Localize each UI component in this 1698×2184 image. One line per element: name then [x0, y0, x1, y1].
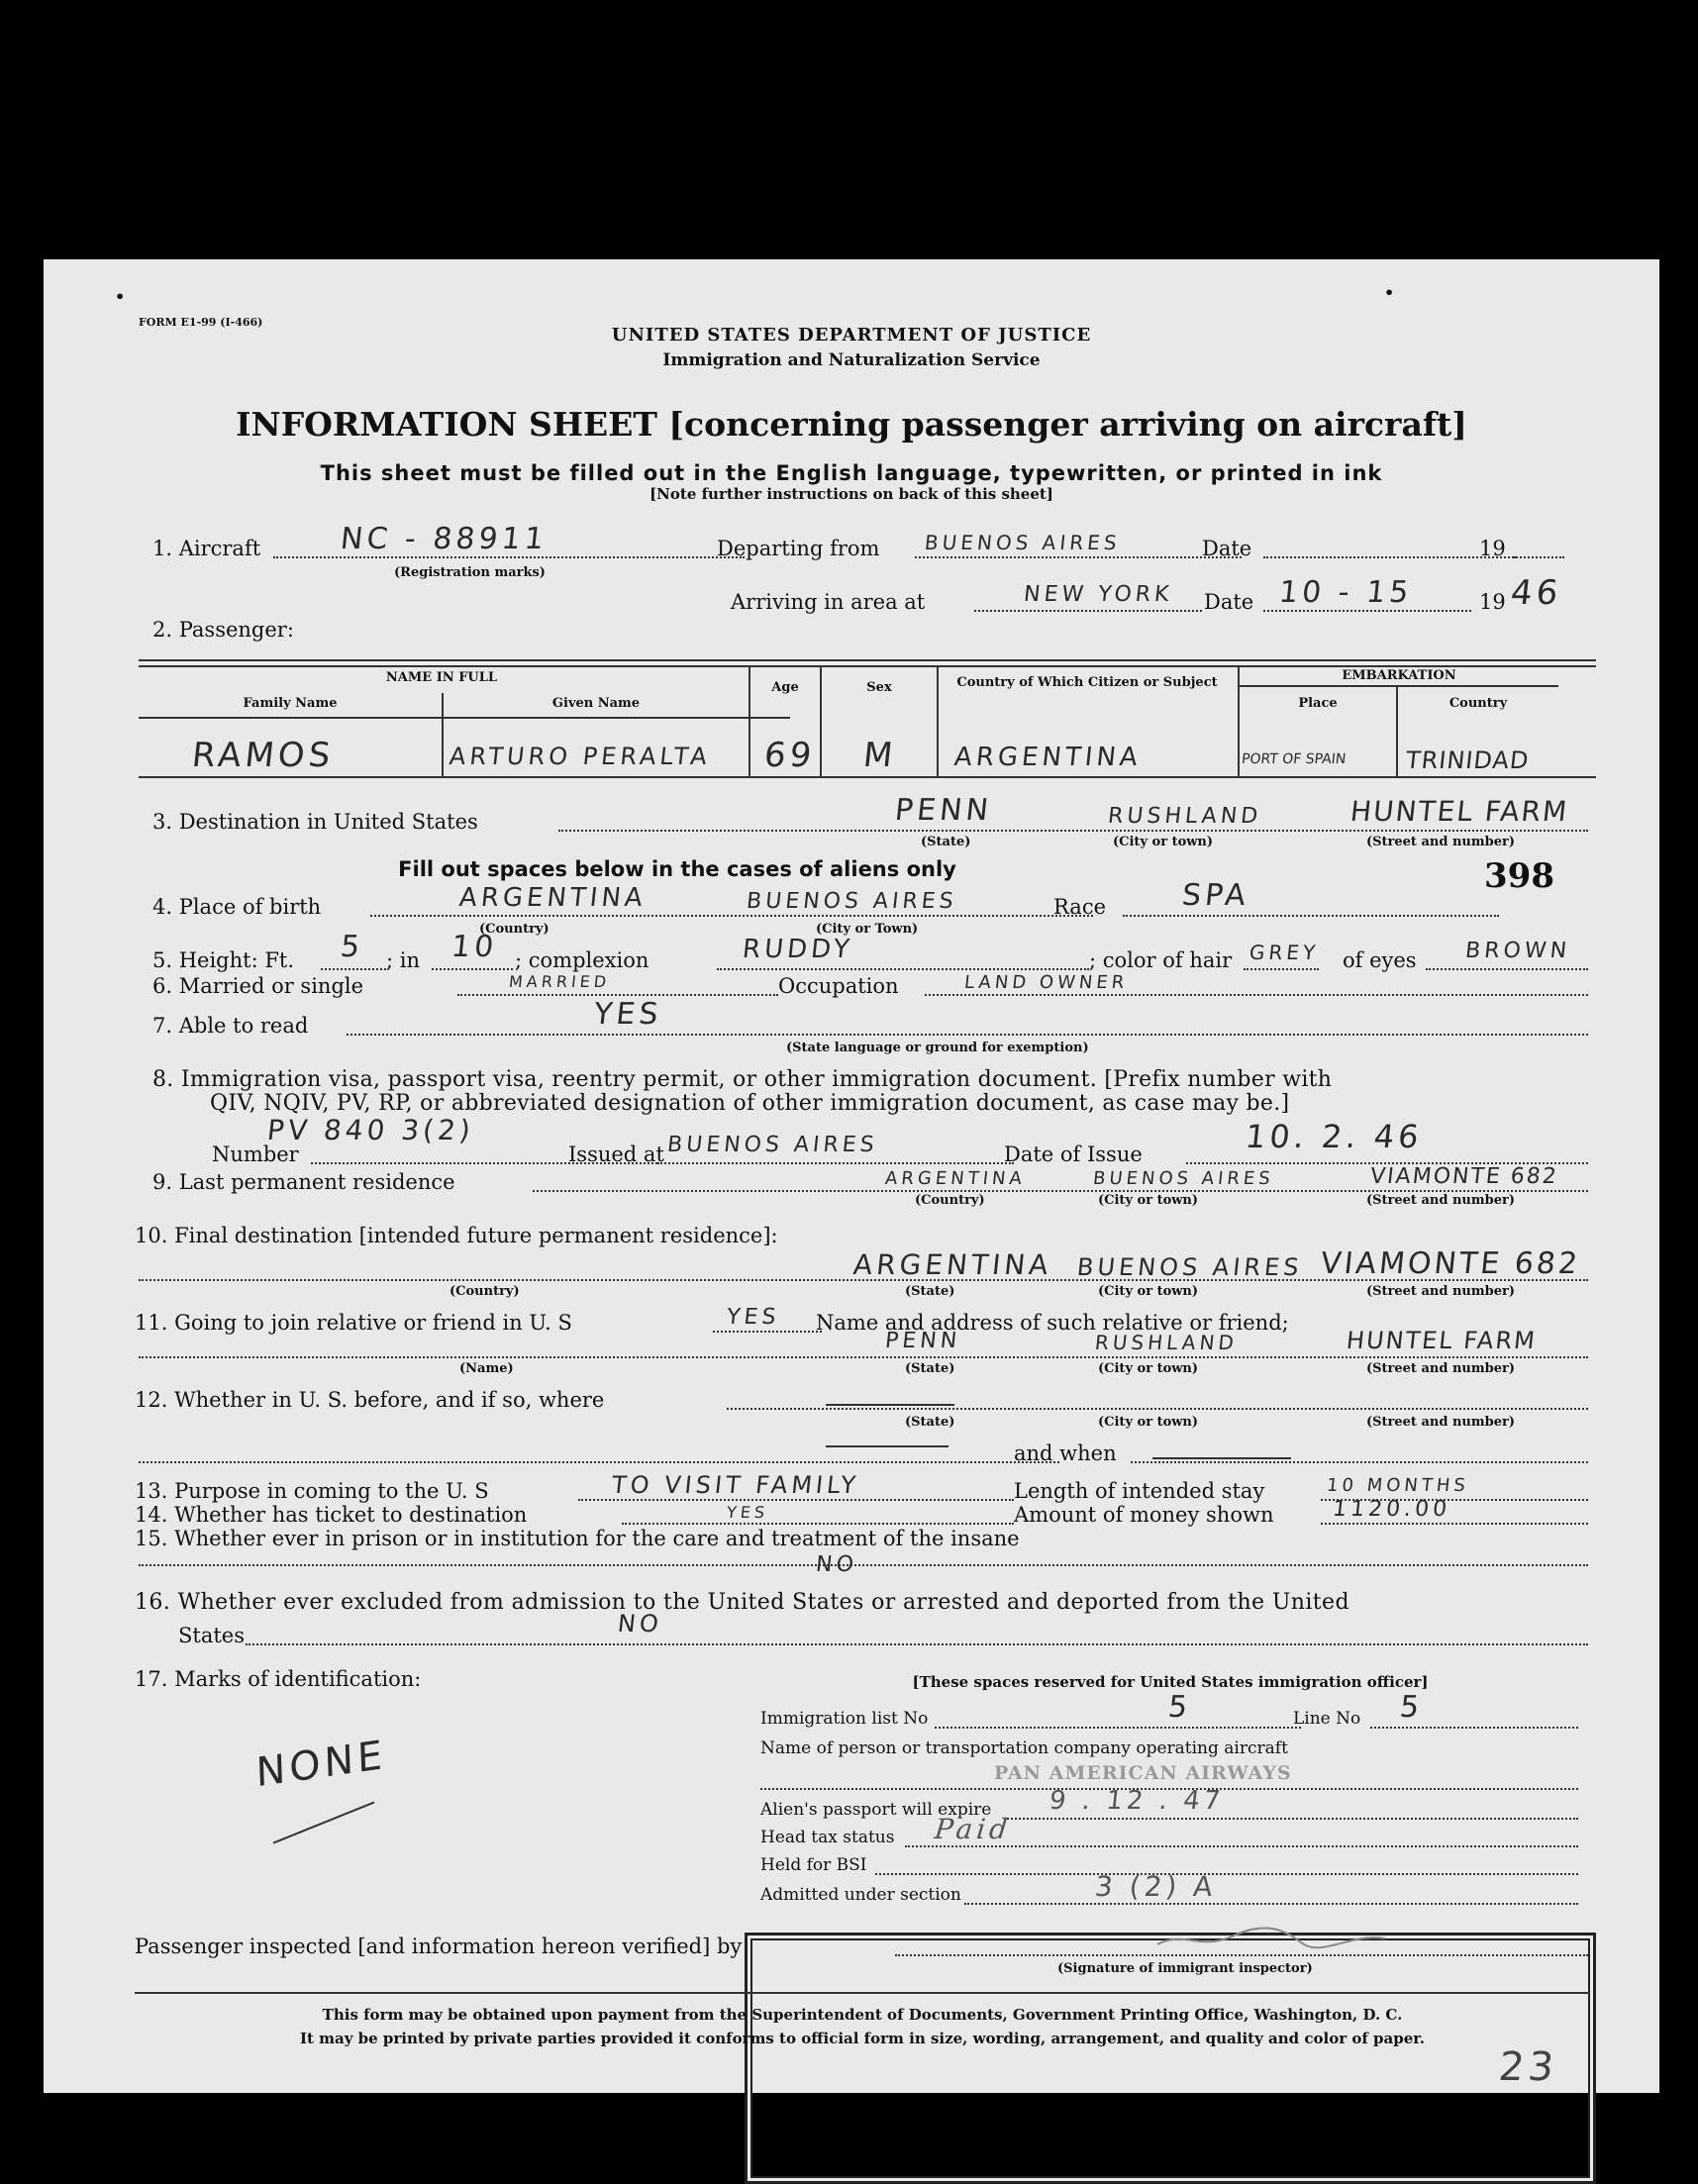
given-name-header: Given Name — [551, 696, 641, 711]
age-value: 69 — [761, 736, 818, 775]
signature-caption: (Signature of immigrant inspector) — [1057, 1961, 1313, 1976]
before-city-caption: (City or town) — [1098, 1415, 1199, 1430]
line-no-line — [1370, 1727, 1578, 1729]
visa-label-2: QIV, NQIV, PV, RP, or abbreviated designation of other immigration document, as case may be.] — [210, 1091, 1290, 1116]
dest-street-value: HUNTEL FARM — [1348, 795, 1570, 828]
instruction: This sheet must be filled out in the English language, typewritten, or printed in ink — [320, 461, 1383, 485]
operator-label: Name of person or transportation company operating aircraft — [760, 1738, 1288, 1758]
res-street-caption: (Street and number) — [1366, 1193, 1515, 1208]
final-street-value: VIAMONTE 682 — [1319, 1246, 1582, 1281]
join-value: YES — [725, 1305, 781, 1330]
list-no-label: Immigration list No — [760, 1709, 929, 1729]
when-line-1 — [139, 1461, 1059, 1463]
inspected-label: Passenger inspected [and information hereon verified] by — [135, 1935, 743, 1958]
when-dash-2 — [1152, 1457, 1291, 1459]
res-country-value: ARGENTINA — [883, 1168, 1027, 1189]
year-label: 19 — [1479, 537, 1506, 560]
join-line — [713, 1331, 822, 1333]
complexion-value: RUDDY — [741, 935, 855, 964]
issued-at-label: Issued at — [568, 1142, 664, 1166]
city-caption: (City or town) — [1113, 835, 1214, 849]
col-divider — [1238, 665, 1240, 778]
friend-name-caption: (Name) — [459, 1361, 514, 1376]
officer-heading: [These spaces reserved for United States immigration officer] — [912, 1673, 1429, 1691]
race-label: Race — [1053, 895, 1107, 919]
name-sub-rule — [139, 717, 790, 719]
page-number: 23 — [1496, 2044, 1560, 2090]
friend-city-caption: (City or town) — [1098, 1361, 1199, 1376]
residence-label: 9. Last permanent residence — [152, 1170, 455, 1194]
friend-street-value: HUNTEL FARM — [1345, 1327, 1539, 1354]
final-dest-label: 10. Final destination [intended future permanent residence]: — [135, 1224, 778, 1247]
friend-label: Name and address of such relative or friend; — [816, 1311, 1289, 1335]
issue-date-value: 10. 2. 46 — [1244, 1118, 1425, 1155]
city-caption-2: (City or Town) — [816, 922, 919, 937]
arr-date-value: 10 - 15 — [1277, 575, 1415, 610]
issued-line — [657, 1162, 1014, 1164]
passport-value: 9 . 12 . 47 — [1048, 1786, 1226, 1816]
line-no-value: 5 — [1398, 1690, 1425, 1725]
issue-date-label: Date of Issue — [1004, 1142, 1143, 1166]
sex-header: Sex — [866, 680, 892, 695]
aircraft-label: 1. Aircraft — [152, 537, 261, 560]
page-title: INFORMATION SHEET [concerning passenger arriving on aircraft] — [236, 405, 1467, 444]
aliens-only-heading: Fill out spaces below in the cases of aliens only — [398, 857, 956, 881]
head-tax-line — [905, 1845, 1578, 1847]
year-line — [1513, 556, 1564, 558]
col-divider — [937, 665, 939, 778]
age-header: Age — [771, 680, 799, 695]
emb-country-value: TRINIDAD — [1404, 746, 1531, 774]
before-state-caption: (State) — [905, 1415, 955, 1430]
number-label: Number — [212, 1142, 299, 1166]
hair-value: GREY — [1248, 941, 1321, 964]
sex-value: M — [860, 736, 899, 775]
state-caption: (State) — [921, 835, 971, 849]
prison-line — [139, 1564, 1588, 1566]
corner-dot: • — [115, 287, 126, 306]
final-street-caption: (Street and number) — [1366, 1284, 1515, 1299]
head-tax-label: Head tax status — [760, 1828, 895, 1847]
height-in-label: ; in — [386, 948, 420, 972]
arriving-line — [974, 610, 1202, 612]
ft-line — [321, 968, 386, 970]
instruction-note: [Note further instructions on back of this sheet] — [649, 485, 1053, 503]
name-in-full-header: NAME IN FULL — [385, 670, 498, 685]
when-line-2 — [1131, 1461, 1588, 1463]
birth-label: 4. Place of birth — [152, 895, 322, 919]
race-line — [1123, 915, 1499, 917]
admitted-value: 3 (2) A — [1093, 1870, 1219, 1903]
excluded-label-2: States — [178, 1624, 245, 1647]
table-top-rule2 — [139, 665, 1596, 667]
footer-line-2: It may be printed by private parties provided it conforms to official form in size, wording, arrangement, and quality and color of paper. — [299, 2030, 1426, 2047]
eyes-value: BROWN — [1463, 939, 1572, 963]
country-header: Country — [1448, 696, 1508, 711]
serial-number: 398 — [1484, 856, 1554, 896]
occupation-label: Occupation — [778, 974, 899, 998]
given-name-value: ARTURO PERALTA — [448, 743, 713, 770]
residence-line — [533, 1190, 1588, 1192]
admitted-line — [964, 1903, 1578, 1905]
money-line — [1321, 1523, 1588, 1525]
destination-label: 3. Destination in United States — [152, 810, 478, 834]
service-heading: Immigration and Naturalization Service — [662, 350, 1041, 370]
arr-date-label: Date — [1204, 590, 1254, 614]
inspector-line — [895, 1954, 1588, 1956]
hair-label: ; color of hair — [1089, 948, 1233, 972]
citizenship-header: Country of Which Citizen or Subject — [956, 675, 1218, 690]
emb-sub-rule — [1240, 685, 1558, 687]
place-header: Place — [1298, 696, 1338, 711]
friend-street-caption: (Street and number) — [1366, 1361, 1515, 1376]
departing-label: Departing from — [717, 537, 880, 560]
language-caption: (State language or ground for exemption) — [786, 1041, 1089, 1055]
res-street-value: VIAMONTE 682 — [1368, 1164, 1560, 1189]
admitted-label: Admitted under section — [760, 1885, 961, 1905]
form-id: FORM E1-99 (I-466) — [139, 316, 263, 329]
head-tax-value: Paid — [933, 1813, 1013, 1845]
friend-state-value: PENN — [883, 1329, 962, 1353]
final-state-caption: (State) — [905, 1284, 955, 1299]
join-label: 11. Going to join relative or friend in U. S — [135, 1311, 572, 1335]
final-country-value: ARGENTINA — [851, 1248, 1054, 1281]
marks-label: 17. Marks of identification: — [135, 1667, 422, 1691]
country-caption: (Country) — [479, 922, 549, 937]
before-label: 12. Whether in U. S. before, and if so, where — [135, 1388, 605, 1412]
married-label: 6. Married or single — [152, 974, 364, 998]
marks-stroke — [273, 1801, 375, 1843]
final-country-caption: (Country) — [449, 1284, 520, 1299]
destination-line — [558, 830, 1588, 832]
arr-date-line — [1263, 610, 1471, 612]
information-sheet — [44, 259, 1659, 2093]
final-city-value: BUENOS AIRES — [1075, 1253, 1304, 1281]
dept-heading: UNITED STATES DEPARTMENT OF JUSTICE — [611, 325, 1092, 346]
aircraft-value: NC - 88911 — [339, 522, 549, 556]
and-when-label: and when — [1014, 1441, 1117, 1465]
signature-scribble-icon — [1152, 1923, 1390, 1952]
embarkation-header: EMBARKATION — [1342, 668, 1456, 683]
arr-year-value: 46 — [1508, 573, 1564, 613]
passport-label: Alien's passport will expire — [760, 1800, 992, 1820]
passport-line — [1004, 1818, 1578, 1820]
before-line — [727, 1408, 1588, 1410]
excluded-line — [246, 1643, 1588, 1645]
table-bottom-rule — [139, 776, 1596, 778]
in-line — [432, 968, 513, 970]
married-value: MARRIED — [508, 972, 612, 991]
company-stamp: PAN AMERICAN AIRWAYS — [994, 1762, 1292, 1784]
ticket-line — [622, 1523, 1014, 1525]
bsi-line — [875, 1873, 1578, 1875]
inspector-signature — [1152, 1923, 1390, 1952]
when-dash — [826, 1445, 949, 1447]
res-city-caption: (City or town) — [1098, 1193, 1199, 1208]
aircraft-line — [273, 556, 745, 558]
complexion-line — [717, 968, 1089, 970]
arriving-value: NEW YORK — [1022, 582, 1174, 607]
marks-value: NONE — [254, 1732, 387, 1797]
arr-year-label: 19 — [1479, 590, 1506, 614]
dest-city-value: RUSHLAND — [1106, 804, 1263, 829]
departing-value: BUENOS AIRES — [923, 531, 1122, 554]
table-top-rule — [139, 659, 1596, 661]
birth-line — [370, 915, 1093, 917]
list-no-value: 5 — [1166, 1690, 1193, 1725]
footer-line-1: This form may be obtained upon payment from the Superintendent of Documents, Government Printing Office, Washington, D. C. — [322, 2006, 1403, 2024]
stay-value: 10 MONTHS — [1325, 1475, 1470, 1496]
date-label: Date — [1202, 537, 1252, 560]
prison-label: 15. Whether ever in prison or in institution for the care and treatment of the insane — [135, 1527, 1020, 1550]
excluded-value: NO — [616, 1610, 664, 1638]
friend-state-caption: (State) — [905, 1361, 955, 1376]
footer-rule — [135, 1992, 1590, 1994]
purpose-value: TO VISIT FAMILY — [610, 1471, 861, 1499]
read-value: YES — [592, 997, 664, 1032]
excluded-label-1: 16. Whether ever excluded from admission to the United States or arrested and deported from the United — [135, 1590, 1349, 1615]
height-ft-label: 5. Height: Ft. — [152, 948, 295, 972]
doc-number-value: PV 840 3(2) — [265, 1114, 476, 1146]
res-country-caption: (Country) — [915, 1193, 985, 1208]
occupation-value: LAND OWNER — [962, 972, 1130, 993]
height-in-value: 10 — [449, 930, 500, 964]
ticket-value: YES — [726, 1503, 770, 1522]
purpose-label: 13. Purpose in coming to the U. S — [135, 1479, 489, 1503]
birth-country-value: ARGENTINA — [457, 883, 649, 913]
birth-city-value: BUENOS AIRES — [745, 889, 958, 914]
race-value: SPA — [1180, 878, 1251, 913]
stay-label: Length of intended stay — [1014, 1479, 1265, 1503]
list-no-line — [935, 1727, 1301, 1729]
emb-place-value: PORT OF SPAIN — [1241, 751, 1348, 767]
citizenship-value: ARGENTINA — [952, 743, 1144, 772]
res-city-value: BUENOS AIRES — [1091, 1168, 1275, 1189]
dest-state-value: PENN — [893, 793, 994, 828]
before-street-caption: (Street and number) — [1366, 1415, 1515, 1430]
family-name-header: Family Name — [243, 696, 338, 711]
eyes-line — [1426, 968, 1588, 970]
issued-at-value: BUENOS AIRES — [665, 1133, 879, 1157]
ticket-label: 14. Whether has ticket to destination — [135, 1503, 528, 1527]
purpose-line — [578, 1499, 1014, 1501]
height-ft-value: 5 — [339, 930, 365, 964]
read-line — [347, 1034, 1588, 1036]
bsi-label: Held for BSI — [760, 1855, 867, 1875]
friend-city-value: RUSHLAND — [1093, 1331, 1240, 1354]
street-caption: (Street and number) — [1366, 835, 1515, 849]
complexion-label: ; complexion — [515, 948, 649, 972]
before-dash — [826, 1404, 954, 1406]
friend-line — [139, 1356, 1588, 1358]
arriving-label: Arriving in area at — [731, 590, 926, 614]
final-city-caption: (City or town) — [1098, 1284, 1199, 1299]
hair-line — [1244, 968, 1319, 970]
reg-marks-caption: (Registration marks) — [394, 565, 546, 580]
money-value: 1120.00 — [1331, 1497, 1452, 1522]
money-label: Amount of money shown — [1014, 1503, 1274, 1527]
married-line — [457, 994, 778, 996]
family-name-value: RAMOS — [189, 736, 337, 775]
occupation-line — [925, 994, 1588, 996]
line-no-label: Line No — [1293, 1709, 1361, 1729]
passenger-label: 2. Passenger: — [152, 618, 294, 642]
departing-line — [915, 556, 1242, 558]
prison-value: NO — [814, 1552, 859, 1577]
visa-label-1: 8. Immigration visa, passport visa, reentry permit, or other immigration document. [Prefix number with — [152, 1067, 1333, 1092]
read-label: 7. Able to read — [152, 1014, 309, 1038]
eyes-label: of eyes — [1343, 948, 1417, 972]
corner-dot: • — [1384, 283, 1395, 302]
